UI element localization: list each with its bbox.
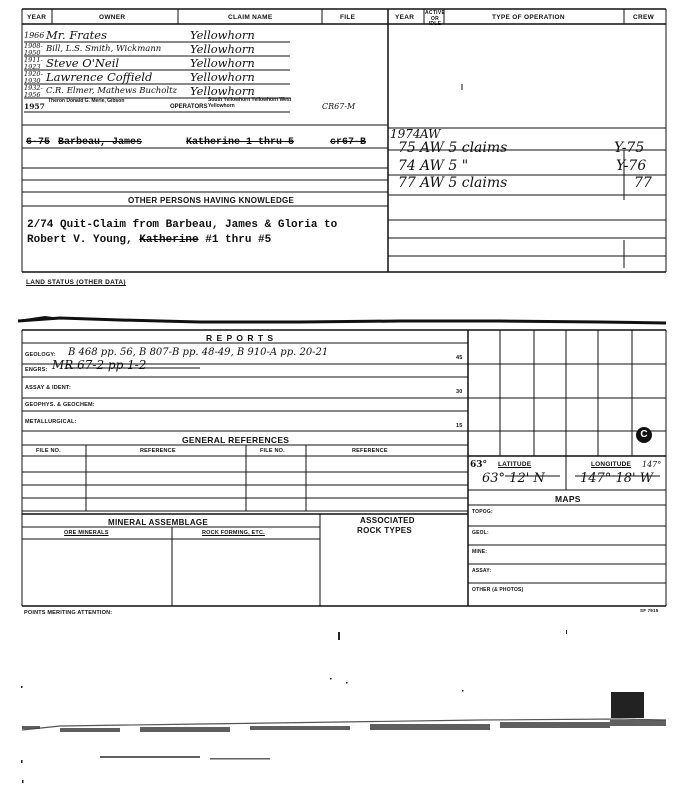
typed-row-operators: OPERATORS [170, 104, 208, 110]
activity-row-4-year: 77 [398, 175, 416, 191]
owner-row-4-year: 1920-1930 [24, 70, 43, 85]
activity-row-3-year: 74 [398, 158, 416, 174]
geology-label: GEOLOGY: [25, 352, 56, 358]
header-year: YEAR [27, 14, 47, 21]
activity-row-2-crew: Y-75 [614, 140, 645, 156]
activity-row-3-crew: Y-76 [616, 158, 647, 174]
typed-row-file: CR67-M [322, 102, 356, 111]
owner-row-1-claim: Yellowhorn [190, 28, 255, 42]
owner-row-2-claim: Yellowhorn [190, 42, 255, 56]
other-persons-line-2-prefix: Robert V. Young, [27, 234, 140, 246]
latitude-value: 63° 12' N [482, 471, 545, 486]
owner-row-3-owner: Steve O'Neil [46, 56, 120, 70]
scan-artifacts [0, 620, 678, 811]
mineral-assemblage-title: MINERAL ASSEMBLAGE [108, 518, 209, 527]
owner-row-2-year: 1908-1950 [24, 42, 43, 57]
latitude-label: LATITUDE [498, 461, 532, 468]
points-meriting-attention-label: POINTS MERITING ATTENTION: [24, 610, 113, 616]
maps-other: OTHER (& PHOTOS) [472, 587, 524, 593]
maps-assay: ASSAY: [472, 568, 492, 574]
other-persons-line-2 [27, 234, 271, 246]
other-persons-line-2-suffix: #1 thru #5 [198, 234, 272, 246]
owner-row-5-claim: Yellowhorn [190, 84, 255, 98]
maps-topog: TOPOG: [472, 509, 493, 515]
owner-row-3-year: 1911-1923 [24, 56, 43, 71]
longitude-value: 147° 18' W [580, 471, 654, 486]
metallurgical-num: 15 [456, 423, 463, 429]
reports-title: R E P O R T S [206, 333, 275, 343]
geology-value: B 468 pp. 56, B 807-B pp. 48-49, B 910-A pp. 20-21 [68, 347, 329, 358]
general-references-title: GENERAL REFERENCES [182, 435, 290, 445]
engrs-label: ENGRS: [25, 367, 48, 373]
typed-row-claim: South Yellowhorn Yellowhorn West Yellowhorn [208, 97, 292, 109]
owner-row-1-year: 1966 [24, 31, 45, 40]
general-references-col-reference-2: REFERENCE [352, 448, 388, 454]
rock-types-label: ROCK TYPES [357, 526, 413, 535]
other-persons-line-2-struck: Katherine [139, 234, 199, 246]
owner-row-2-owner: Bill, L.S. Smith, Wickmann [46, 44, 162, 54]
longitude-label: LONGITUDE [591, 461, 632, 468]
typed-row-owner: Theron Donald G. Merle, Gibson [48, 98, 125, 104]
general-references-col-file-2: FILE NO. [260, 448, 285, 454]
barbeau-row-year: 6-75 [26, 137, 51, 148]
other-persons-line-1: 2/74 Quit-Claim from Barbeau, James & Gloria to [27, 219, 338, 231]
general-references-col-reference-1: REFERENCE [140, 448, 176, 454]
activity-row-4-crew: 77 [634, 175, 652, 191]
activity-row-2-year: 75 [398, 140, 416, 156]
owner-row-3-claim: Yellowhorn [190, 56, 255, 70]
geology-num: 45 [456, 355, 463, 361]
longitude-suffix: 147° [642, 460, 662, 469]
activity-row-4-type: AW 5 claims [420, 175, 508, 191]
assay-num: 30 [456, 389, 463, 395]
land-status-label: LAND STATUS (OTHER DATA) [26, 279, 126, 286]
activity-row-2-type: AW 5 claims [420, 140, 508, 156]
owner-row-5-year: 1932-1956 [24, 84, 43, 99]
other-persons-header: OTHER PERSONS HAVING KNOWLEDGE [128, 196, 295, 205]
activity-row-1-type: AW [420, 127, 441, 141]
header-file: FILE [340, 14, 356, 21]
header-owner: OWNER [99, 14, 126, 21]
owner-row-4-claim: Yellowhorn [190, 70, 255, 84]
maps-geol: GEOL: [472, 530, 489, 536]
activity-row-1-year: 1974 [390, 127, 421, 141]
owner-row-4-owner: Lawrence Coffield [46, 70, 153, 84]
maps-title: MAPS [555, 494, 581, 504]
header-type-of-operation: TYPE OF OPERATION [492, 14, 565, 21]
header-year-2: YEAR [395, 14, 415, 21]
maps-mine: MINE: [472, 549, 488, 555]
geophys-label: GEOPHYS. & GEOCHEM: [25, 402, 95, 408]
header-claim-name: CLAIM NAME [228, 14, 273, 21]
barbeau-row-owner: Barbeau, James [58, 137, 143, 148]
metallurgical-label: METALLURGICAL: [25, 419, 77, 425]
header-crew: CREW [633, 14, 655, 21]
ore-minerals-label: ORE MINERALS [64, 530, 109, 536]
activity-row-3-type: AW 5 " [420, 158, 469, 174]
rock-forming-label: ROCK FORMING, ETC. [202, 530, 265, 536]
owner-row-1-owner: Mr. Frates [46, 28, 107, 42]
circled-c-icon: C [640, 429, 648, 440]
typed-row-year: 1957 [24, 102, 45, 111]
engrs-value: MR 67-2 pp 1-2 [52, 358, 147, 372]
owner-row-5-owner: C.R. Elmer, Mathews Bucholtz [46, 86, 177, 96]
form-number: SF 7915 [640, 608, 659, 613]
barbeau-row-claim: Katherine 1 thru 5 [186, 137, 295, 148]
latitude-prefix: 63° [470, 460, 488, 470]
barbeau-row-file: cr67-B [330, 137, 367, 148]
assay-label: ASSAY & IDENT: [25, 385, 71, 391]
header-active-or-idle: ACTIVE OR IDLE [425, 10, 446, 27]
general-references-col-file-1: FILE NO. [36, 448, 61, 454]
associated-label: ASSOCIATED [360, 516, 415, 525]
